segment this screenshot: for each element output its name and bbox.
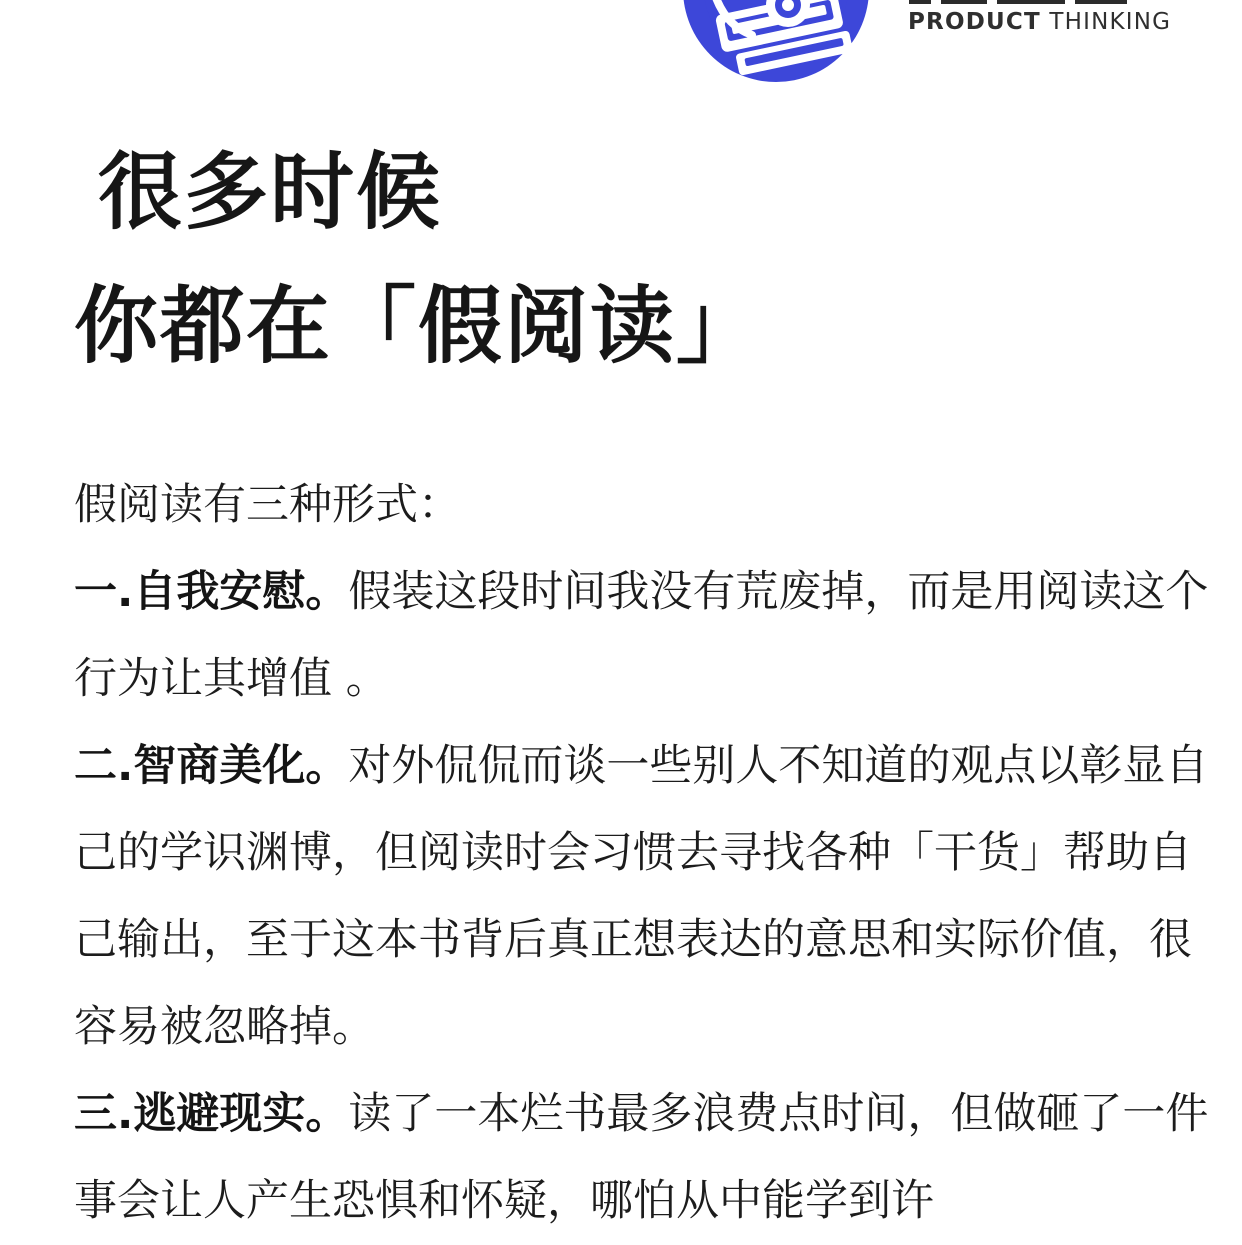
page-title-line-1: 很多时候 <box>98 143 443 241</box>
point-heading: 二.智商美化。 <box>74 741 349 791</box>
point-text: 对外侃侃而谈一些别人不知道的观点以彰显自己的学识渊博，但阅读时会习惯去寻找各种「干货」帮助自己输出，至于这本书背后真正想表达的意思和实际价值，很容易被忽略掉。 <box>74 741 1209 1052</box>
point-paragraph <box>74 723 1214 1071</box>
brand-name-strong: PRODUCT <box>908 9 1041 35</box>
article-body <box>74 462 1214 1245</box>
brand-name-light: THINKING <box>1049 9 1172 35</box>
brand-logo <box>678 0 874 85</box>
brand-wordmark <box>908 9 1171 35</box>
point-paragraph <box>74 549 1214 723</box>
point-text: 读了一本烂书最多浪费点时间，但做砸了一件事会让人产生恐惧和怀疑，哪怕从中能学到许 <box>74 1089 1209 1226</box>
point-paragraph <box>74 1071 1214 1245</box>
page-title-line-2: 你都在「假阅读」 <box>74 277 763 375</box>
point-text: 假装这段时间我没有荒废掉，而是用阅读这个行为让其增值 。 <box>74 567 1209 704</box>
brand-cropped-mark <box>905 0 1155 4</box>
point-heading: 三.逃避现实。 <box>74 1089 349 1139</box>
camera-book-logo-icon <box>678 0 874 85</box>
intro-paragraph: 假阅读有三种形式： <box>74 480 461 530</box>
point-heading: 一.自我安慰。 <box>74 567 349 617</box>
